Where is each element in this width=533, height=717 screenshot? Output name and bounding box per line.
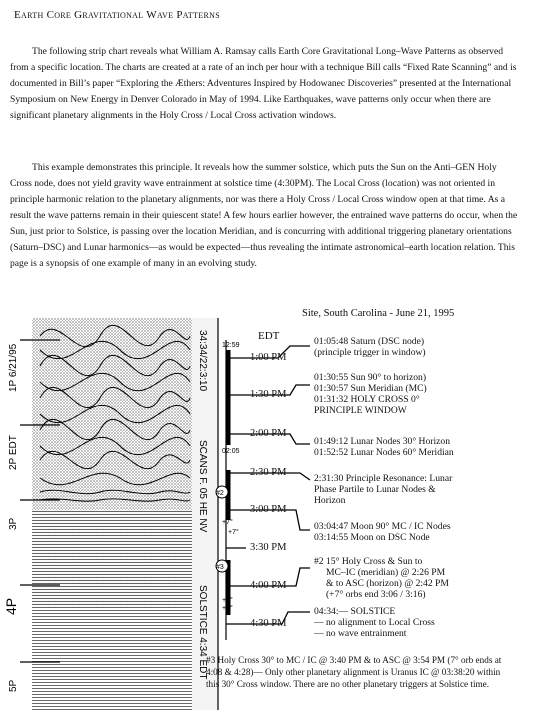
time-label: 4:00 PM bbox=[250, 580, 287, 591]
handwriting-1p: 1P 6/21/95 bbox=[8, 343, 19, 392]
handwriting-right-3: SOLSTICE 4:34 EDT bbox=[197, 585, 208, 680]
note-sun-meridian: 01:30:55 Sun 90° to horizon) 01:30:57 Sun Meridian (MC) 01:31:32 HOLY CROSS 0° PRINCIPLE WINDOW bbox=[314, 372, 427, 416]
chart-paper-lower bbox=[32, 510, 192, 710]
note-principle-resonance: 2:31:30 Principle Resonance: Lunar Phase Partile to Lunar Nodes & Horizon bbox=[314, 473, 453, 506]
handwriting-right-2: SCANS F. 05 HE NV bbox=[197, 440, 208, 533]
window-start-label: 12:59 bbox=[222, 342, 240, 349]
note-holy-cross-15: #2 15° Holy Cross & Sun to MC–IC (meridian) @ 2:26 PM & to ASC (horizon) @ 2:42 PM (+7° orbs end 3:06 / 3:16) bbox=[314, 556, 449, 600]
site-label: Site, South Carolina - June 21, 1995 bbox=[302, 308, 455, 319]
time-label: 2:00 PM bbox=[250, 428, 287, 439]
handwriting-2p: 2P EDT bbox=[8, 435, 19, 470]
page-title: Earth Core Gravitational Wave Patterns bbox=[14, 9, 220, 21]
time-label: 4:30 PM bbox=[250, 618, 287, 629]
explanation-paragraph: This example demonstrates this principle. It reveals how the summer solstice, which puts the Sun on the Anti–GEN Holy Cross node, does not yield gravity wave entrainment at solstice time (4:30PM). The Local Cross (location) was not oriented in principle harmonic relation to the planetary alignments, nor was there a Holy Cross / Local Cross window open at that time. As a result the wave patterns remain in their quiescent state! A few hours earlier however, the entrained wave patterns do occur, when the Sun, just prior to Solstice, is passing over the location Meridian, and is concurring with additional triggering planetary orientations (Saturn–DSC) and Lunar harmonics—as would be expected—thus revealing the intimate astronomical–earth location relation. This page is a synopsis of one example of many in an evolving study. bbox=[10, 162, 518, 269]
handwriting-right-1: 34:34/22:3:10 bbox=[197, 330, 208, 392]
window-end-label: 02:05 bbox=[222, 448, 240, 455]
time-label: 3:30 PM bbox=[250, 542, 287, 553]
handwriting-4p: 4P bbox=[3, 597, 19, 615]
note-moon: 03:04:47 Moon 90° MC / IC Nodes 03:14:55 Moon on DSC Node bbox=[314, 521, 451, 543]
marker-3-label: #3 bbox=[216, 564, 224, 571]
orb-label-3: +7° bbox=[222, 597, 233, 604]
note-solstice: 04:34:— SOLSTICE — no alignment to Local Cross — no wave entrainment bbox=[314, 606, 435, 639]
time-label: 3:00 PM bbox=[250, 504, 287, 515]
bottom-note: #3 Holy Cross 30° to MC / IC @ 3:40 PM & to ASC @ 3:54 PM (7° orb ends at 4:08 & 4:28)— Only other planetary alignment is Uranus IC @ 03:38:20 within this 30° Cross window. There are no other planetary triggers at Solstice time. bbox=[206, 655, 502, 689]
time-label: 1:30 PM bbox=[250, 389, 287, 400]
intro-paragraph: The following strip chart reveals what William A. Ramsay calls Earth Core Gravitational Long–Wave Patterns as observed from a specific location. The charts are created at a rate of an inch per hour with a technique Bill calls “Fixed Rate Scanning” and is documented in Bill’s paper “Exploring the Æthers: Adventures Inspired by Hodowanec Discoveries” presented at the International Symposium on New Energy in Denver Colorado in May of 1994. Like Earthquakes, wave patterns only occur when there are significant planetary alignments in the Holy Cross / Local Cross activation windows. bbox=[10, 46, 517, 121]
edt-label: EDT bbox=[258, 330, 280, 342]
orb-label-2: +7° bbox=[228, 529, 239, 536]
handwriting-5p: 5P bbox=[8, 679, 19, 692]
handwriting-3p: 3P bbox=[8, 517, 19, 530]
note-lunar-nodes: 01:49:12 Lunar Nodes 30° Horizon 01:52:52 Lunar Nodes 60° Meridian bbox=[314, 436, 454, 458]
orb-label-4: +7° bbox=[222, 605, 233, 612]
time-label: 2:30 PM bbox=[250, 467, 287, 478]
note-saturn: 01:05:48 Saturn (DSC node) (principle trigger in window) bbox=[314, 336, 426, 358]
orb-label-1: +7° bbox=[222, 519, 233, 526]
marker-2-label: #2 bbox=[216, 490, 224, 497]
time-label: 1:00 PM bbox=[250, 352, 287, 363]
